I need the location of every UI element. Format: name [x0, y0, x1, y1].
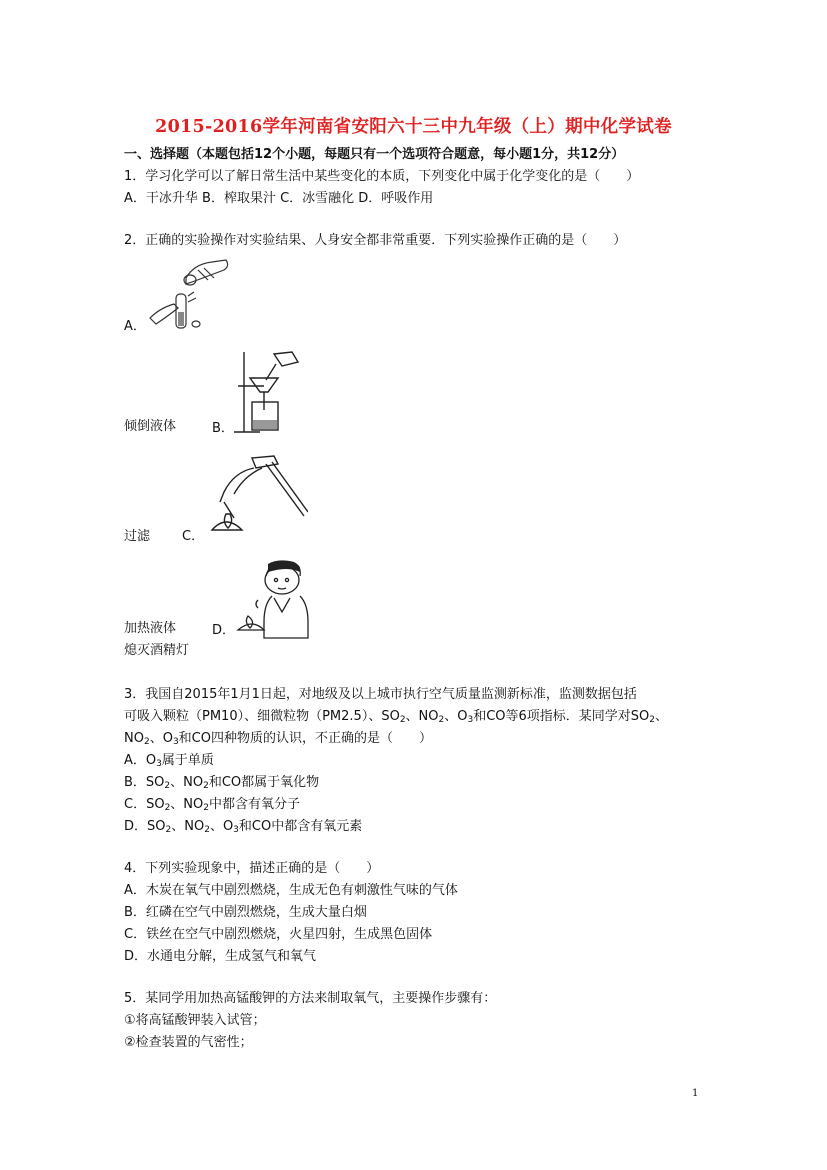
q5-step-2: ②检查装置的气密性；	[124, 1035, 253, 1050]
q2-option-d-label: D．	[212, 623, 236, 638]
page-number: 1	[692, 1088, 699, 1099]
heat-liquid-figure	[204, 454, 308, 546]
q2-option-c-caption: 加热液体	[124, 621, 177, 636]
q3-option-c: C．$SO_2$、$NO_2$中都含有氧分子	[124, 797, 301, 813]
filtration-figure	[230, 348, 306, 436]
q4-option-d: D．水通电分解，生成氢气和氧气	[124, 949, 317, 964]
q1-stem: 1．学习化学可以了解日常生活中某些变化的本质，下列变化中属于化学变化的是（ ）	[124, 169, 640, 184]
q4-option-c: C．铁丝在空气中剧烈燃烧，火星四射，生成黑色固体	[124, 927, 433, 942]
q5-step-1: ①将高锰酸钾装入试管；	[124, 1013, 266, 1028]
q3-stem-line3: $NO_2$、$O_3$和CO四种物质的认识，不正确的是（ ）	[124, 731, 432, 747]
extinguish-lamp-figure	[232, 560, 322, 640]
q3-option-a: A．$O_3$属于单质	[124, 753, 214, 769]
q4-stem: 4．下列实验现象中，描述正确的是（ ）	[124, 861, 380, 876]
section-heading: 一、选择题（本题包括12个小题，每题只有一个选项符合题意，每小题1分，共12分）	[124, 147, 625, 162]
q2-stem: 2．正确的实验操作对实验结果、人身安全都非常重要．下列实验操作正确的是（ ）	[124, 233, 627, 248]
q3-option-b: B．$SO_2$、$NO_2$和CO都属于氧化物	[124, 775, 320, 791]
q2-option-b-caption: 过滤	[124, 529, 151, 544]
q4-option-a: A．木炭在氧气中剧烈燃烧，生成无色有刺激性气味的气体	[124, 883, 458, 898]
q2-option-a-caption: 倾倒液体	[124, 419, 177, 434]
q3-option-d: D．$SO_2$、$NO_2$、$O_3$和CO中都含有氧元素	[124, 819, 363, 835]
q2-option-b-label: B．	[212, 421, 234, 436]
page-title: 2015-2016学年河南省安阳六十三中九年级（上）期中化学试卷	[155, 117, 672, 137]
q3-stem-line2: 可吸入颗粒（PM10）、细微粒物（PM2.5）、$SO_2$、$NO_2$、$O_3$和CO等6项指标．某同学对$SO_2$、	[124, 709, 669, 725]
q1-options: A．干冰升华 B．榨取果汁 C．冰雪融化 D．呼吸作用	[124, 191, 434, 206]
q3-stem-line1: 3．我国自2015年1月1日起，对地级及以上城市执行空气质量监测新标准，监测数据包括	[124, 687, 637, 702]
q2-option-c-label: C．	[182, 529, 205, 544]
q5-stem: 5．某同学用加热高锰酸钾的方法来制取氧气，主要操作步骤有：	[124, 991, 497, 1006]
q2-option-d-caption: 熄灭酒精灯	[124, 643, 190, 658]
pour-liquid-figure	[148, 256, 232, 332]
q4-option-b: B．红磷在空气中剧烈燃烧，生成大量白烟	[124, 905, 367, 920]
q2-option-a-label: A．	[124, 319, 146, 334]
